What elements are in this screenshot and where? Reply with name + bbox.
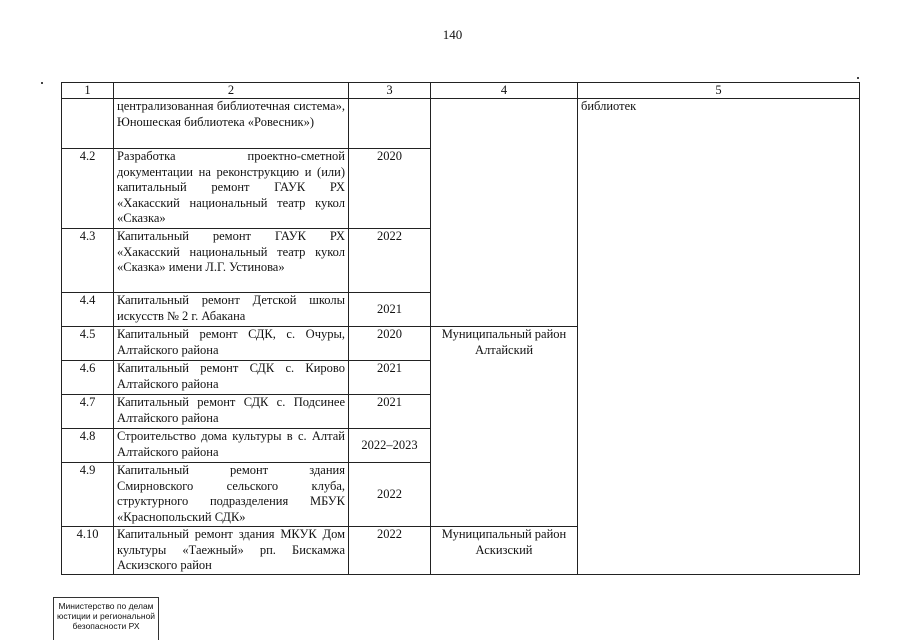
row-year: 2020 (349, 327, 431, 361)
row-number (62, 99, 114, 149)
row-year: 2021 (349, 361, 431, 395)
program-table (61, 82, 860, 575)
row-year: 2022–2023 (349, 429, 431, 463)
header-col-5: 5 (578, 83, 860, 99)
row-number: 4.5 (62, 327, 114, 361)
row-year: 2022 (349, 463, 431, 527)
ministry-stamp (53, 597, 159, 640)
header-col-2: 2 (114, 83, 349, 99)
row-year: 2022 (349, 229, 431, 293)
row-number: 4.7 (62, 395, 114, 429)
row-number: 4.6 (62, 361, 114, 395)
row-number: 4.10 (62, 527, 114, 575)
row-year: 2021 (349, 395, 431, 429)
area-cell-empty (431, 99, 578, 327)
header-col-4: 4 (431, 83, 578, 99)
note-cell: библиотек (578, 99, 860, 575)
row-year: 2020 (349, 149, 431, 229)
row-number: 4.2 (62, 149, 114, 229)
row-number: 4.9 (62, 463, 114, 527)
page-number: 140 (442, 27, 463, 42)
stamp-line: безопасности РХ (72, 621, 140, 631)
area-cell-altai: Муниципальный район Алтайский (431, 327, 578, 527)
stamp-line: Министерство по делам (58, 601, 154, 611)
row-name: Капитальный ремонт Детской школы искусств № 2 г. Абакана (114, 293, 349, 327)
table-row (62, 99, 860, 149)
row-year: 2021 (349, 293, 431, 327)
row-name: Капитальный ремонт СДК с. Подсинее Алтайского района (114, 395, 349, 429)
stamp-line: юстиции и региональной (56, 611, 156, 621)
row-name: Капитальный ремонт СДК, с. Очуры, Алтайского района (114, 327, 349, 361)
row-name: Капитальный ремонт здания Смирновского сельского клуба, структурного подразделения МБУК «Краснопольский СДК» (114, 463, 349, 527)
row-year: 2022 (349, 527, 431, 575)
row-number: 4.8 (62, 429, 114, 463)
scan-speck (41, 82, 43, 84)
row-year (349, 99, 431, 149)
row-name: централизованная библиотечная система», Юношеская библиотека «Ровесник») (114, 99, 349, 149)
row-name: Капитальный ремонт здания МКУК Дом культуры «Таежный» рп. Бискамжа Аскизского район (114, 527, 349, 575)
row-number: 4.4 (62, 293, 114, 327)
header-col-1: 1 (62, 83, 114, 99)
row-number: 4.3 (62, 229, 114, 293)
header-col-3: 3 (349, 83, 431, 99)
row-name: Капитальный ремонт ГАУК РХ «Хакасский национальный театр кукол «Сказка» имени Л.Г. Устинова» (114, 229, 349, 293)
row-name: Капитальный ремонт СДК с. Кирово Алтайского района (114, 361, 349, 395)
header-row (62, 83, 860, 99)
row-name: Строительство дома культуры в с. Алтай Алтайского района (114, 429, 349, 463)
row-name: Разработка проектно-сметной документации на реконструкцию и (или) капитальный ремонт ГАУК РХ «Хакасский национальный театр кукол «Сказка» (114, 149, 349, 229)
scan-speck (857, 77, 859, 79)
area-cell-askiz: Муниципальный район Аскизский (431, 527, 578, 575)
